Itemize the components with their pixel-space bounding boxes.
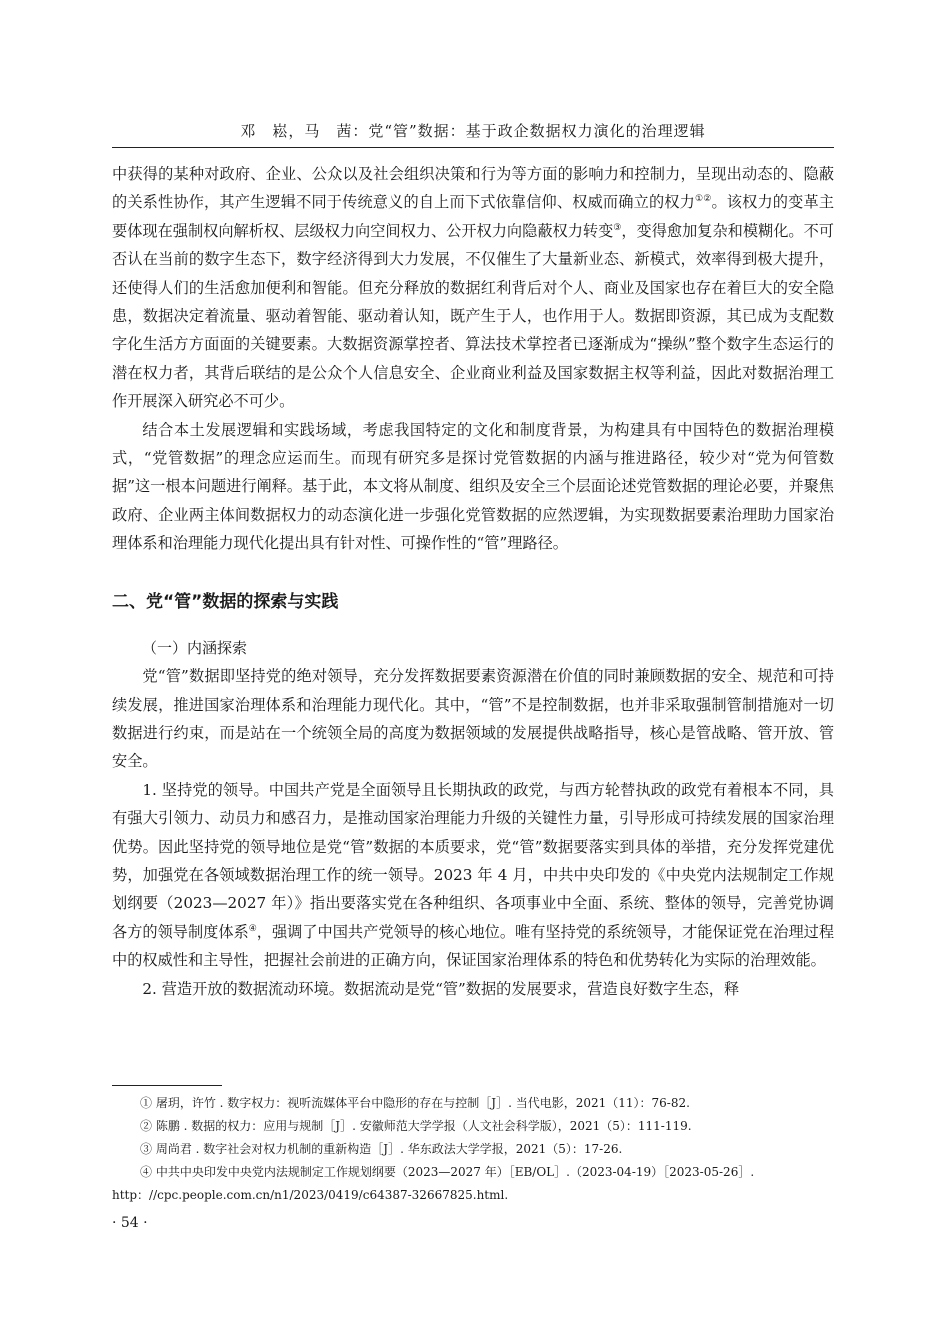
footnote-ref-1-2[interactable]: ①② [694,194,712,205]
subsection-title: （一）内涵探索 [142,638,248,657]
section-title: 二、党“管”数据的探索与实践 [112,591,339,612]
body-text [112,160,834,1003]
paragraph-1-text-a: 中获得的某种对政府、企业、公众以及社会组织决策和行为等方面的影响力和控制力，呈现出动态的、隐蔽的关系性协作，其产生逻辑不同于传统意义的自上而下式依靠信仰、权威而确立的权力 [112,165,834,212]
running-head: 邓 崧，马 茜：党“管”数据：基于政企数据权力演化的治理逻辑 [240,122,706,140]
footnote-1: ① 屠玥，许竹 . 数字权力：视听流媒体平台中隐形的存在与控制［J］. 当代电影，2021（11）：76-82. [140,1096,690,1110]
footnote-ref-4[interactable]: ④ [248,923,257,934]
footnotes [112,1092,834,1207]
footnote-3: ③ 周尚君 . 数字社会对权力机制的重新构造［J］. 华东政法大学学报，2021（5）：17-26. [140,1142,623,1156]
paragraph-3: 党“管”数据即坚持党的绝对领导，充分发挥数据要素资源潜在价值的同时兼顾数据的安全、规范和可持续发展，推进国家治理体系和治理能力现代化。其中，“管”不是控制数据，也并非采取强制管制措施对一切数据进行约束，而是站在一个统领全局的高度为数据领域的发展提供战略指导，核心是管战略、管开放、管安全。 [112,667,834,771]
paragraph-4 [112,776,834,975]
paragraph-5: 2. 营造开放的数据流动环境。数据流动是党“管”数据的发展要求，营造良好数字生态，释 [142,979,740,998]
paragraph-2: 结合本土发展逻辑和实践场域，考虑我国特定的文化和制度背景，为构建具有中国特色的数据治理模式，“党管数据”的理念应运而生。而现有研究多是探讨党管数据的内涵与推进路径，较少对“党为何管数据”这一根本问题进行阐释。基于此，本文将从制度、组织及安全三个层面论述党管数据的理论必要，并聚焦政府、企业两主体间数据权力的动态演化进一步强化党管数据的应然逻辑，为实现数据要素治理助力国家治理体系和治理能力现代化提出具有针对性、可操作性的“管”理路径。 [112,420,834,553]
header-rule [112,147,834,148]
paragraph-4-text-b: ，强调了中国共产党领导的核心地位。唯有坚持党的系统领导，才能保证党在治理过程中的权威性和主导性，把握社会前进的正确方向，保证国家治理体系的特色和优势转化为实际的治理效能。 [112,922,835,970]
footnote-ref-3[interactable]: ③ [613,222,622,233]
paragraph-1-text-b: 。该权力的变革主要体现在强制权向解析权、层级权力向空间权力、公开权力向隐蔽权力转变 [112,193,835,240]
page-number: · 54 · [112,1215,148,1231]
paragraph-1 [112,160,834,416]
paragraph-4-text-a: 1. 坚持党的领导。中国共产党是全面领导且长期执政的政党，与西方轮替执政的政党有着根本不同，具有强大引领力、动员力和感召力，是推动国家治理能力升级的关键性力量，引导形成可持续发展的国家治理优势。因此坚持党的领导地位是党“管”数据的本质要求，党“管”数据要落实到具体的举措，充分发挥党建优势，加强党在各领域数据治理工作的统一领导。2023 年 4 月，中共中央印发的《中央党内法规制定工作规划纲要（2023—2027 年）》指出要落实党在各种组织、各项事业中全面、系统、整体的领导，完善党协调各方的领导制度体系 [112,780,834,941]
footnote-2: ② 陈鹏 . 数据的权力：应用与规制［J］. 安徽师范大学学报（人文社会科学版），2021（5）：111-119. [140,1119,692,1133]
footnote-4: ④ 中共中央印发中央党内法规制定工作规划纲要（2023—2027 年）［EB/OL］.（2023-04-19）［2023-05-26］. [140,1165,755,1179]
footnote-4-url[interactable]: http：//cpc.people.com.cn/n1/2023/0419/c64387-32667825.html. [112,1188,509,1202]
paragraph-1-text-c: ，变得愈加复杂和模糊化。不可否认在当前的数字生态下，数字经济得到大力发展，不仅催生了大量新业态、新模式，效率得到极大提升，还使得人们的生活愈加便利和智能。但充分释放的数据红利背后对个人、商业及国家也存在着巨大的安全隐患，数据决定着流量、驱动着智能、驱动着认知，既产生于人，也作用于人。数据即资源，其已成为支配数字化生活方方面面的关键要素。大数据资源掌控者、算法技术掌控者已逐渐成为“操纵”整个数字生态运行的潜在权力者，其背后联结的是公众个人信息安全、企业商业利益及国家数据主权等利益，因此对数据治理工作开展深入研究必不可少。 [112,221,834,411]
footnote-rule [112,1085,222,1086]
